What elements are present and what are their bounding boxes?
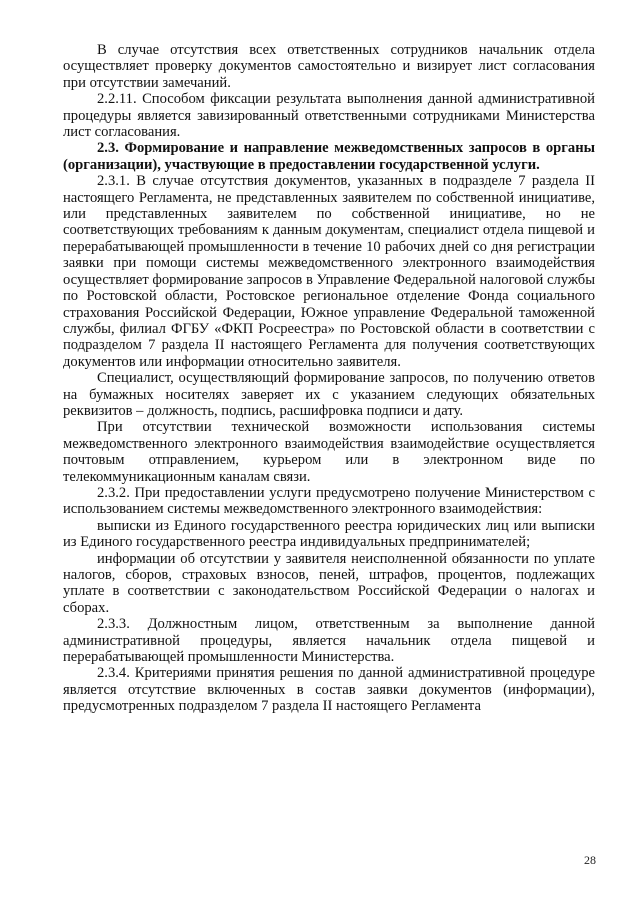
paragraph-6: 2.3.2. При предоставлении услуги предусмотрено получение Министерством с использованием системы межведомственного электронного взаимодействия: (63, 484, 595, 518)
document-body (63, 42, 595, 715)
paragraph-3: 2.3.1. В случае отсутствия документов, указанных в подразделе 7 раздела II настоящего Регламента, не представленных заявителем по собственной инициативе, или представленных заявителем по собственной инициативе, но не соответствующих требованиям к данным документам, специалист отдела пищевой и перерабатывающей промышленности в течение 10 рабочих дней со дня регистрации заявки при помощи системы межведомственного электронного взаимодействия осуществляет формирование запросов в Управление Федеральной налоговой службы по Ростовской области, Ростовское региональное отделение Фонда социального страхования Российской Федерации, Южное управление Федеральной таможенной службы, филиал ФГБУ «ФКП Росреестра» по Ростовской области в соответствии с подразделом 7 раздела II настоящего Регламента для получения соответствующих документов или информации относительно заявителя. (63, 173, 595, 370)
paragraph-1: В случае отсутствия всех ответственных сотрудников начальник отдела осуществляет проверку документов самостоятельно и визирует лист согласования при отсутствии замечаний. (63, 42, 595, 91)
page-number: 28 (584, 853, 596, 867)
paragraph-5: При отсутствии технической возможности использования системы межведомственного электронного взаимодействия взаимодействие осуществляется почтовым отправлением, курьером или в электронном виде по телекоммуникационным каналам связи. (63, 419, 595, 485)
paragraph-4: Специалист, осуществляющий формирование запросов, по получению ответов на бумажных носителях заверяет их с указанием следующих обязательных реквизитов – должность, подпись, расшифровка подписи и дату. (63, 370, 595, 419)
paragraph-8: информации об отсутствии у заявителя неисполненной обязанности по уплате налогов, сборов, страховых взносов, пеней, штрафов, процентов, подлежащих уплате в соответствии с законодательством Российской Федерации о налогах и сборах. (63, 550, 595, 616)
paragraph-9: 2.3.3. Должностным лицом, ответственным за выполнение данной административной процедуры, является начальник отдела пищевой и перерабатывающей промышленности Министерства. (63, 616, 595, 666)
paragraph-10: 2.3.4. Критериями принятия решения по данной административной процедуре является отсутствие включенных в состав заявки документов (информации), предусмотренных подразделом 7 раздела II настоящего Регламента (63, 665, 595, 715)
section-heading-2-3: 2.3. Формирование и направление межведомственных запросов в органы (организации), участвующие в предоставлении государственной услуги. (63, 140, 595, 173)
paragraph-7: выписки из Единого государственного реестра юридических лиц или выписки из Единого государственного реестра индивидуальных предпринимателей; (63, 517, 595, 551)
paragraph-2: 2.2.11. Способом фиксации результата выполнения данной административной процедуры является завизированный ответственными сотрудниками Министерства лист согласования. (63, 91, 595, 141)
